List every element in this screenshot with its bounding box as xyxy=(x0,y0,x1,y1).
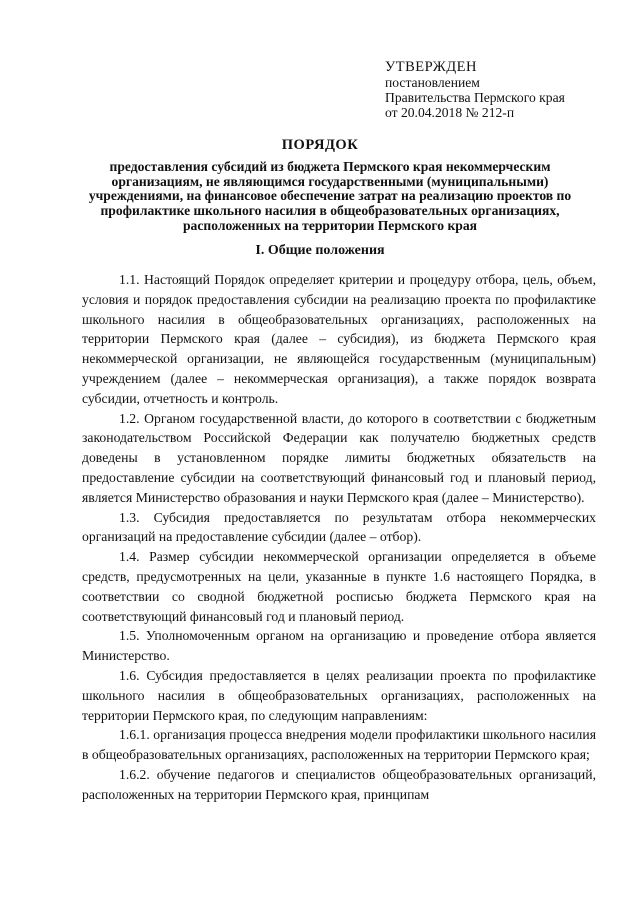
paragraph: 1.3. Субсидия предоставляется по результатам отбора некоммерческих организаций на предоставление субсидии (далее – отбор). xyxy=(82,509,596,545)
document-body xyxy=(82,270,596,805)
document-subtitle: предоставления субсидий из бюджета Пермского края некоммерческим организациям, не являющимся государственными (муниципальными) учреждениями, на финансовое обеспечение затрат на реализацию проектов по профилактике школьного насилия в общеобразовательных организациях, расположенных на территории Пермского края xyxy=(88,159,572,233)
section-heading: I. Общие положения xyxy=(255,243,385,258)
paragraph: 1.6.1. организация процесса внедрения модели профилактики школьного насилия в общеобразовательных организациях, расположенных на территории Пермского края; xyxy=(82,727,596,763)
approval-block xyxy=(385,60,625,120)
paragraph: 1.4. Размер субсидии некоммерческой организации определяется в объеме средств, предусмотренных на цели, указанные в пункте 1.6 настоящего Порядка, в соответствии со сводной бюджетной росписью бюджета Пермского края на соответствующий финансовый год и плановый период. xyxy=(82,549,596,624)
paragraph: 1.5. Уполномоченным органом на организацию и проведение отбора является Министерство. xyxy=(82,628,596,664)
approval-line: Правительства Пермского края xyxy=(385,90,565,105)
paragraph: 1.1. Настоящий Порядок определяет критерии и процедуру отбора, цель, объем, условия и порядок предоставления субсидии на реализацию проекта по профилактике школьного насилия в общеобразовательных организациях, расположенных на территории Пермского края (далее – субсидия), из бюджета Пермского края некоммерческой организации, не являющейся государственным (муниципальным) учреждением (далее – некоммерческая организация), а также порядок возврата субсидии, отчетность и контроль. xyxy=(82,272,596,406)
approval-line: постановлением xyxy=(385,75,480,90)
approval-line: от 20.04.2018 № 212-п xyxy=(385,105,515,120)
approval-heading: УТВЕРЖДЕН xyxy=(385,59,477,75)
paragraph: 1.2. Органом государственной власти, до которого в соответствии с бюджетным законодательством Российской Федерации как получателю бюджетных средств доведены в установленном порядке лимиты бюджетных обязательств на предоставление субсидии на соответствующий финансовый год и плановый период, является Министерство образования и науки Пермского края (далее – Министерство). xyxy=(82,410,596,505)
paragraph: 1.6. Субсидия предоставляется в целях реализации проекта по профилактике школьного насилия в общеобразовательных организациях, расположенных на территории Пермского края, по следующим направлениям: xyxy=(82,667,596,723)
paragraph: 1.6.2. обучение педагогов и специалистов общеобразовательных организаций, расположенных на территории Пермского края, принципам xyxy=(82,766,596,802)
document-title: ПОРЯДОК xyxy=(281,137,359,153)
